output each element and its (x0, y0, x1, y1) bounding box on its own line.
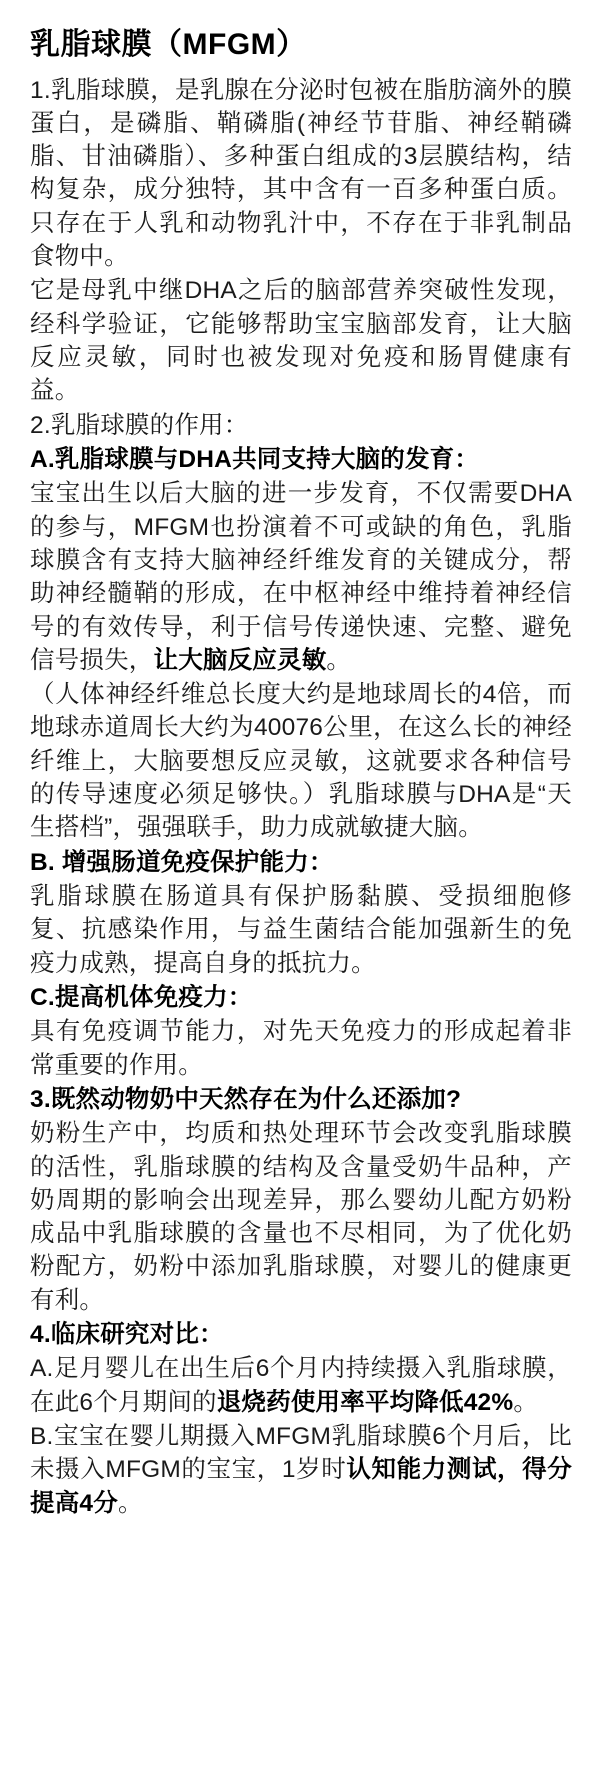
paragraph-text: 。 (326, 646, 352, 674)
paragraph-text: 。 (513, 1388, 539, 1416)
paragraph (30, 1015, 572, 1082)
paragraph (30, 274, 572, 407)
paragraph (30, 443, 572, 476)
paragraph-text: B. 增强肠道免疫保护能力： (30, 848, 334, 876)
paragraph (30, 846, 572, 879)
emphasis-text: 认知能力测试，得分提高4分 (30, 1456, 572, 1517)
paragraph (30, 678, 572, 845)
emphasis-text: 让大脑反应灵敏 (153, 646, 327, 674)
paragraph-text: A.足月婴儿在出生后6个月内持续摄入乳脂球膜，在此6个月期间的 (30, 1355, 572, 1416)
paragraph (30, 1117, 572, 1317)
paragraph (30, 981, 572, 1014)
page-title: 乳脂球膜（MFGM） (30, 28, 307, 61)
paragraph-text: A.乳脂球膜与DHA共同支持大脑的发育： (30, 445, 480, 473)
paragraph-text: 具有免疫调节能力，对先天免疫力的形成起着非常重要的作用。 (30, 1018, 572, 1079)
paragraph-text: 4.临床研究对比： (30, 1321, 224, 1349)
paragraph (30, 1083, 572, 1116)
paragraph (30, 1420, 572, 1520)
paragraph-text: 。 (117, 1489, 143, 1517)
emphasis-text: 退烧药使用率平均降低42% (216, 1388, 514, 1416)
paragraph-text: 奶粉生产中，均质和热处理环节会改变乳脂球膜的活性，乳脂球膜的结构及含量受奶牛品种，产奶周期的影响会出现差异，那么婴幼儿配方奶粉成品中乳脂球膜的含量也不尽相同，为了优化奶粉配方，奶粉中添加乳脂球膜，对婴儿的健康更有利。 (30, 1120, 572, 1314)
paragraph-text: 它是母乳中继DHA之后的脑部营养突破性发现，经科学验证，它能够帮助宝宝脑部发育，让大脑反应灵敏，同时也被发现对免疫和肠胃健康有益。 (30, 277, 572, 405)
paragraph (30, 74, 572, 274)
paragraph-text: 1.乳脂球膜，是乳腺在分泌时包被在脂肪滴外的膜蛋白，是磷脂、鞘磷脂(神经节苷脂、神经鞘磷脂、甘油磷脂）、多种蛋白组成的3层膜结构，结构复杂，成分独特，其中含有一百多种蛋白质。只存在于人乳和动物乳汁中，不存在于非乳制品食物中。 (30, 76, 572, 271)
paragraph (30, 1318, 572, 1351)
paragraph-text: B.宝宝在婴儿期摄入MFGM乳脂球膜6个月后，比未摄入MFGM的宝宝，1岁时 (30, 1423, 572, 1484)
paragraph-text: 3.既然动物奶中天然存在为什么还添加? (30, 1085, 462, 1113)
paragraph (30, 409, 572, 442)
paragraph (30, 477, 572, 677)
paragraph-text: 乳脂球膜在肠道具有保护肠黏膜、受损细胞修复、抗感染作用，与益生菌结合能加强新生的免疫力成熟，提高自身的抵抗力。 (30, 883, 572, 977)
paragraph-text: 2.乳脂球膜的作用： (30, 411, 249, 439)
document-body (30, 74, 572, 1520)
paragraph-text: 宝宝出生以后大脑的进一步发育，不仅需要DHA的参与，MFGM也扮演着不可或缺的角色，乳脂球膜含有支持大脑神经纤维发育的关键成分，帮助神经髓鞘的形成，在中枢神经中维持着神经信号的有效传导，利于信号传递快速、完整、避免信号损失， (30, 480, 572, 674)
paragraph (30, 880, 572, 980)
paragraph-text: （人体神经纤维总长度大约是地球周长的4倍，而地球赤道周长大约为40076公里，在这么长的神经纤维上，大脑要想反应灵敏，这就要求各种信号的传导速度必须足够快。）乳脂球膜与DHA是“天生搭档”，强强联手，助力成就敏捷大脑。 (30, 681, 572, 842)
paragraph-text: C.提高机体免疫力： (30, 983, 253, 1011)
paragraph (30, 1352, 572, 1419)
